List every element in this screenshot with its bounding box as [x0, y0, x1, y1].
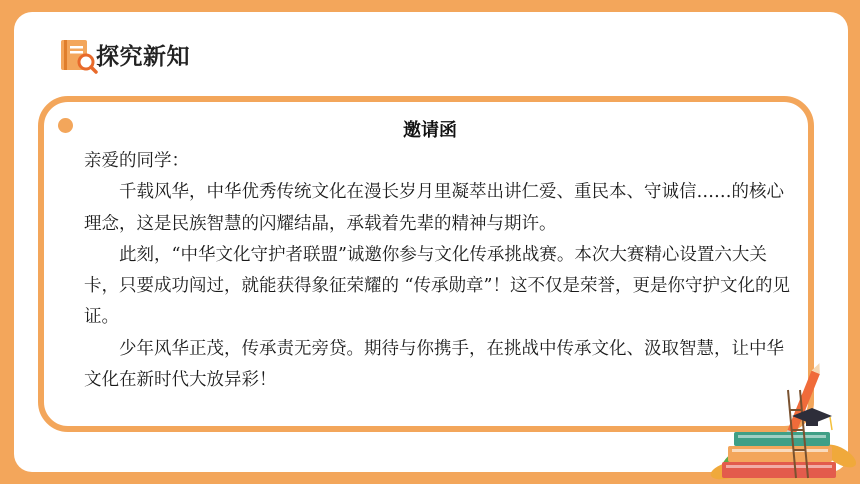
books-pencil-graduation-cap-icon	[700, 360, 860, 484]
invitation-title: 邀请函	[403, 120, 457, 141]
paragraph-1: 千载风华，中华优秀传统文化在漫长岁月里凝萃出讲仁爱、重民本、守诚信……的核心理念，这是民族智慧的闪耀结晶，承载着先辈的精神与期许。	[84, 182, 784, 234]
paragraph-3: 少年风华正茂，传承责无旁贷。期待与你携手，在挑战中传承文化、汲取智慧，让中华文化在新时代大放异彩！	[84, 338, 784, 391]
invitation-body	[84, 146, 794, 396]
paragraph-2: 此刻，“中华文化守护者联盟”诚邀你参与文化传承挑战赛。本次大赛精心设置六大关卡，只要成功闯过，就能获得象征荣耀的 “传承勋章”！这不仅是荣誉，更是你守护文化的见证。	[84, 244, 790, 328]
greeting: 亲爱的同学：	[84, 151, 189, 171]
section-title: 探究新知	[96, 44, 190, 70]
book-search-icon	[59, 38, 99, 74]
bullet-dot	[58, 118, 73, 133]
